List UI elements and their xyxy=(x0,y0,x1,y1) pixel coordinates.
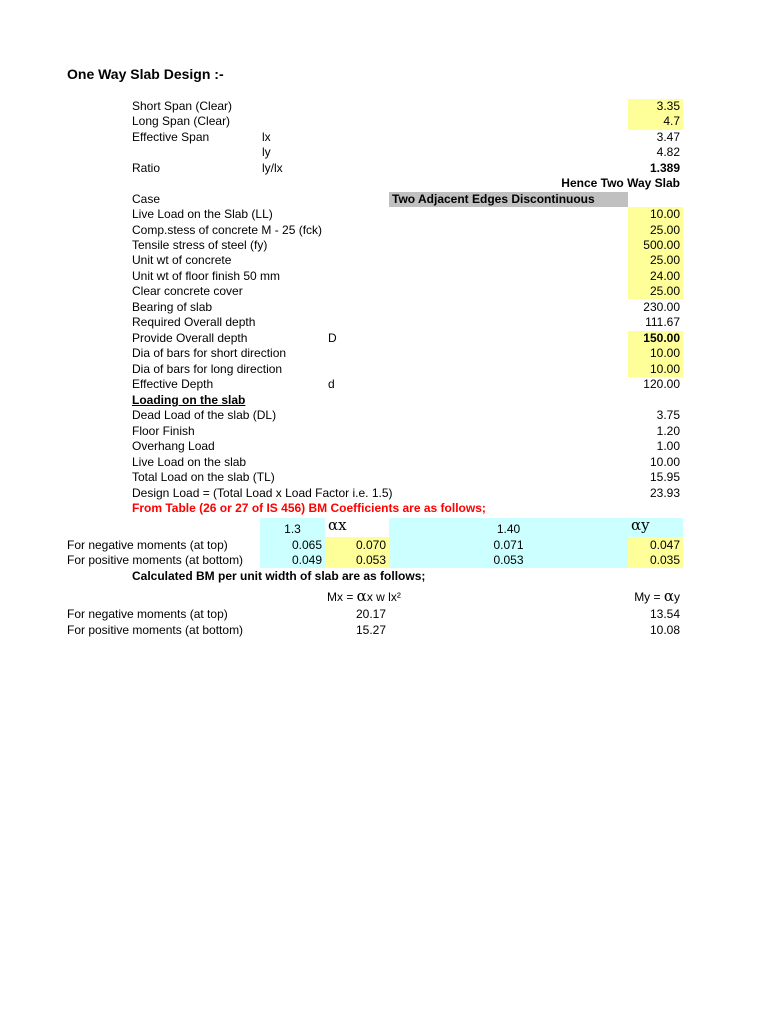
label-required-depth: Required Overall depth xyxy=(132,315,256,329)
label-cover: Clear concrete cover xyxy=(132,284,243,298)
bm-neg-label: For negative moments (at top) xyxy=(67,607,228,621)
coef-pos-3: 0.053 xyxy=(493,553,524,567)
value-dia-short[interactable]: 10.00 xyxy=(649,346,680,360)
value-cover[interactable]: 25.00 xyxy=(649,284,680,298)
bm-pos-label: For positive moments (at bottom) xyxy=(67,623,244,637)
symbol-D: D xyxy=(328,331,337,345)
label-floor-finish: Floor Finish xyxy=(132,424,195,438)
page-title: One Way Slab Design :- xyxy=(67,66,224,82)
mx-alpha-symbol: α xyxy=(356,587,367,605)
value-unit-wt-concrete[interactable]: 25.00 xyxy=(649,253,680,267)
symbol-lx: lx xyxy=(262,130,271,144)
value-long-span[interactable]: 4.7 xyxy=(663,114,680,128)
coef-neg-label: For negative moments (at top) xyxy=(67,538,228,552)
label-case: Case xyxy=(132,192,161,206)
label-unit-wt-floor-finish: Unit wt of floor finish 50 mm xyxy=(132,269,281,283)
mx-formula xyxy=(327,589,401,605)
label-ratio: Ratio xyxy=(132,161,161,175)
label-bearing: Bearing of slab xyxy=(132,300,213,314)
symbol-ly: ly xyxy=(262,145,271,159)
ratio-right: 1.40 xyxy=(496,522,521,536)
mx-formula-suffix: x w lx² xyxy=(366,590,401,604)
label-long-span: Long Span (Clear) xyxy=(132,114,231,128)
my-formula-suffix: y xyxy=(674,590,680,604)
value-design-load: 23.93 xyxy=(649,486,680,500)
label-live-load: Live Load on the Slab (LL) xyxy=(132,207,273,221)
coef-neg-3: 0.071 xyxy=(493,538,524,552)
label-dia-short: Dia of bars for short direction xyxy=(132,346,287,360)
value-dia-long[interactable]: 10.00 xyxy=(649,362,680,376)
two-way-slab-note: Hence Two Way Slab xyxy=(561,176,680,190)
alpha-x-symbol: αx xyxy=(328,516,347,534)
bm-neg-mx: 20.17 xyxy=(355,607,386,621)
bm-neg-my: 13.54 xyxy=(649,607,680,621)
loading-heading: Loading on the slab xyxy=(132,393,246,407)
mx-formula-prefix: Mx = xyxy=(327,590,357,604)
value-fck[interactable]: 25.00 xyxy=(649,223,680,237)
bm-pos-mx: 15.27 xyxy=(355,623,386,637)
coef-pos-2: 0.053 xyxy=(355,553,386,567)
value-overhang-load: 1.00 xyxy=(656,439,680,453)
value-provide-depth[interactable]: 150.00 xyxy=(643,331,680,345)
my-formula-prefix: My = xyxy=(634,590,664,604)
bm-pos-my: 10.08 xyxy=(649,623,680,637)
value-live-load[interactable]: 10.00 xyxy=(649,207,680,221)
value-fy[interactable]: 500.00 xyxy=(643,238,680,252)
alpha-y-symbol: αy xyxy=(631,516,650,534)
value-floor-finish: 1.20 xyxy=(656,424,680,438)
label-live-load-slab: Live Load on the slab xyxy=(132,455,247,469)
value-total-load: 15.95 xyxy=(649,470,680,484)
label-fck: Comp.stess of concrete M - 25 (fck) xyxy=(132,223,323,237)
label-dead-load: Dead Load of the slab (DL) xyxy=(132,408,277,422)
symbol-ratio: ly/lx xyxy=(262,161,283,175)
coef-heading: From Table (26 or 27 of IS 456) BM Coefficients are as follows; xyxy=(132,501,486,515)
my-formula xyxy=(634,589,680,605)
value-ratio: 1.389 xyxy=(649,161,680,175)
ratio-left: 1.3 xyxy=(284,522,301,536)
value-required-depth: 111.67 xyxy=(645,315,680,329)
label-total-load: Total Load on the slab (TL) xyxy=(132,470,275,484)
label-effective-depth: Effective Depth xyxy=(132,377,214,391)
coef-pos-1: 0.049 xyxy=(291,553,322,567)
coef-neg-2: 0.070 xyxy=(355,538,386,552)
value-live-load-slab: 10.00 xyxy=(649,455,680,469)
label-unit-wt-concrete: Unit wt of concrete xyxy=(132,253,232,267)
coef-neg-1: 0.065 xyxy=(291,538,322,552)
value-effective-depth: 120.00 xyxy=(643,377,680,391)
my-alpha-symbol: α xyxy=(663,587,674,605)
value-lx: 3.47 xyxy=(656,130,680,144)
value-unit-wt-floor-finish[interactable]: 24.00 xyxy=(649,269,680,283)
label-fy: Tensile stress of steel (fy) xyxy=(132,238,268,252)
coef-pos-label: For positive moments (at bottom) xyxy=(67,553,244,567)
label-dia-long: Dia of bars for long direction xyxy=(132,362,283,376)
label-short-span: Short Span (Clear) xyxy=(132,99,233,113)
value-case: Two Adjacent Edges Discontinuous xyxy=(392,192,595,206)
bm-heading: Calculated BM per unit width of slab are as follows; xyxy=(132,569,426,583)
value-dead-load: 3.75 xyxy=(656,408,680,422)
label-effective-span: Effective Span xyxy=(132,130,210,144)
value-short-span[interactable]: 3.35 xyxy=(656,99,680,113)
label-overhang-load: Overhang Load xyxy=(132,439,215,453)
label-provide-depth: Provide Overall depth xyxy=(132,331,248,345)
value-bearing: 230.00 xyxy=(643,300,680,314)
coef-neg-4: 0.047 xyxy=(649,538,680,552)
value-ly: 4.82 xyxy=(656,145,680,159)
label-design-load: Design Load = (Total Load x Load Factor i.e. 1.5) xyxy=(132,486,393,500)
coef-pos-4: 0.035 xyxy=(649,553,680,567)
symbol-d: d xyxy=(328,377,335,391)
